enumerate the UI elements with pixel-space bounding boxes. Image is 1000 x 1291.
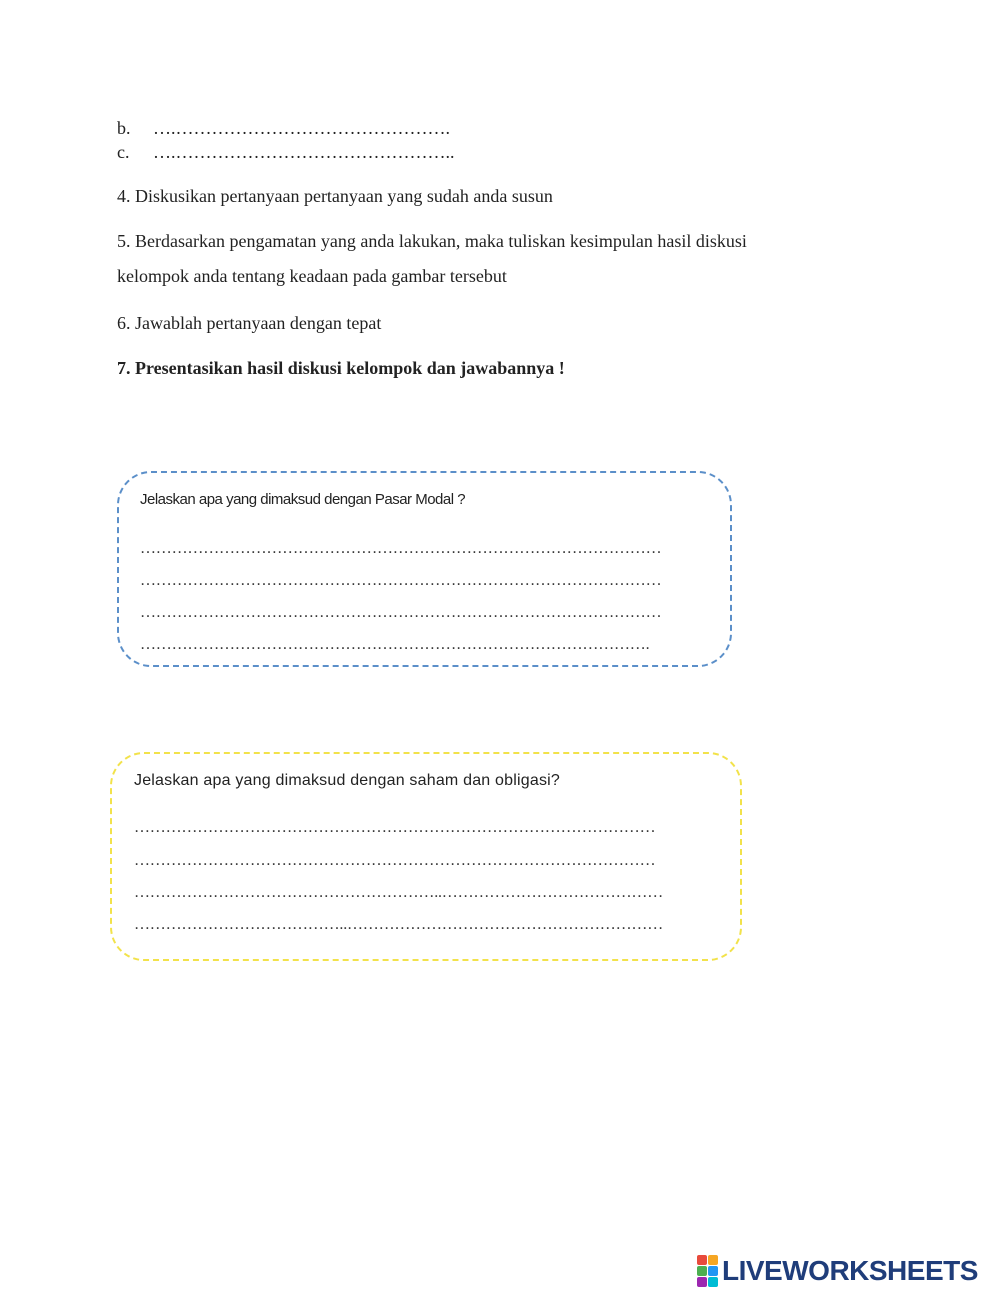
list-label: b. (117, 118, 131, 138)
answer-line-4[interactable]: ……………………………………………………………………………………. (140, 636, 650, 653)
question-saham-obligasi: Jelaskan apa yang dimaksud dengan saham dan obligasi? (134, 772, 560, 789)
answer-line-3[interactable]: ……………………………………………………………………………………… (140, 604, 662, 621)
step-4: 4. Diskusikan pertanyaan pertanyaan yang sudah anda susun (117, 186, 553, 206)
list-item-b (117, 118, 450, 139)
step-7: 7. Presentasikan hasil diskusi kelompok dan jawabannya ! (117, 358, 565, 378)
step-5: 5. Berdasarkan pengamatan yang anda lakukan, maka tuliskan kesimpulan hasil diskusi (117, 231, 747, 251)
answer-line-3[interactable]: …………………………………………………..…………………………………… (134, 884, 664, 901)
logo-block (697, 1277, 707, 1287)
answer-line-1[interactable]: ……………………………………………………………………………………… (134, 819, 656, 836)
answer-line-4[interactable]: …………………………………..…………………………………………………… (134, 916, 664, 933)
list-label: c. (117, 142, 130, 162)
answer-dots: ….……………………………………….. (153, 142, 455, 162)
answer-line-1[interactable]: ……………………………………………………………………………………… (140, 540, 662, 557)
logo-blocks-icon (697, 1255, 718, 1287)
list-item-c (117, 142, 455, 163)
step-5-continued: kelompok anda tentang keadaan pada gambar tersebut (117, 266, 507, 286)
logo-text: LIVEWORKSHEETS (722, 1255, 978, 1286)
logo-block (708, 1277, 718, 1287)
answer-line-2[interactable]: ……………………………………………………………………………………… (134, 852, 656, 869)
step-6: 6. Jawablah pertanyaan dengan tepat (117, 313, 382, 333)
logo-block (708, 1255, 718, 1265)
logo-block (708, 1266, 718, 1276)
logo-block (697, 1255, 707, 1265)
question-pasar-modal: Jelaskan apa yang dimaksud dengan Pasar Modal ? (140, 491, 466, 508)
answer-dots: ….………………………………………. (153, 118, 450, 138)
answer-line-2[interactable]: ……………………………………………………………………………………… (140, 572, 662, 589)
liveworksheets-logo (697, 1254, 978, 1288)
logo-block (697, 1266, 707, 1276)
